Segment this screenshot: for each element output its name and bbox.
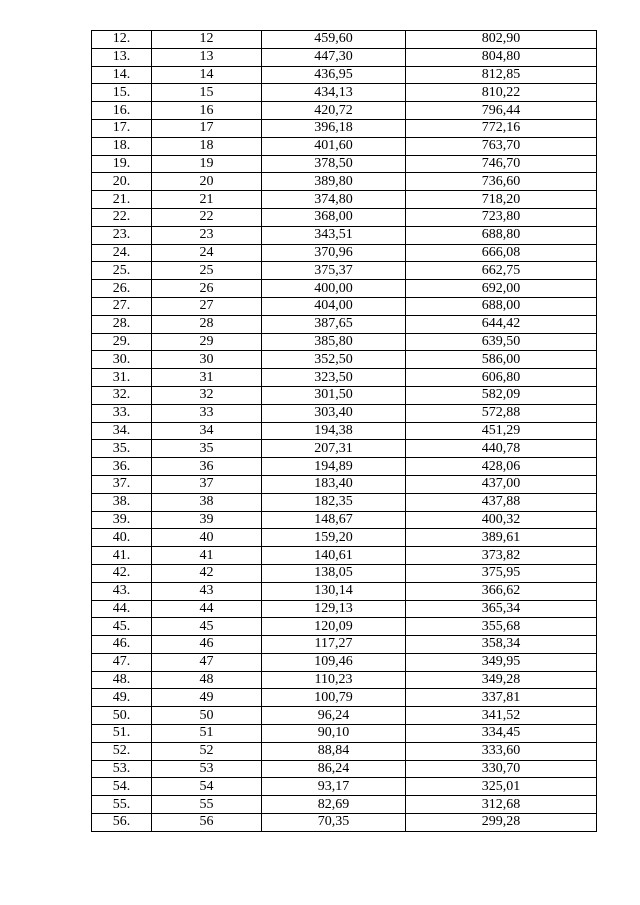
table-row (92, 653, 597, 671)
value-b-cell: 688,80 (406, 226, 597, 244)
index-cell: 43 (152, 582, 262, 600)
value-b-cell: 718,20 (406, 191, 597, 209)
value-b-cell: 572,88 (406, 404, 597, 422)
index-cell: 38 (152, 493, 262, 511)
row-number-cell: 43. (92, 582, 152, 600)
row-number-cell: 26. (92, 280, 152, 298)
value-b-cell: 688,00 (406, 297, 597, 315)
value-a-cell: 183,40 (262, 475, 406, 493)
value-b-cell: 812,85 (406, 66, 597, 84)
index-cell: 22 (152, 208, 262, 226)
value-a-cell: 182,35 (262, 493, 406, 511)
table-row (92, 564, 597, 582)
table-row (92, 191, 597, 209)
index-cell: 21 (152, 191, 262, 209)
value-b-cell: 796,44 (406, 102, 597, 120)
table-row (92, 582, 597, 600)
index-cell: 20 (152, 173, 262, 191)
index-cell: 53 (152, 760, 262, 778)
value-b-cell: 639,50 (406, 333, 597, 351)
table-row (92, 315, 597, 333)
index-cell: 33 (152, 404, 262, 422)
row-number-cell: 17. (92, 119, 152, 137)
row-number-cell: 12. (92, 31, 152, 49)
value-a-cell: 93,17 (262, 778, 406, 796)
index-cell: 19 (152, 155, 262, 173)
index-cell: 41 (152, 547, 262, 565)
value-a-cell: 96,24 (262, 707, 406, 725)
table-row (92, 280, 597, 298)
value-a-cell: 447,30 (262, 48, 406, 66)
value-b-cell: 437,88 (406, 493, 597, 511)
value-a-cell: 375,37 (262, 262, 406, 280)
value-b-cell: 341,52 (406, 707, 597, 725)
row-number-cell: 29. (92, 333, 152, 351)
value-a-cell: 90,10 (262, 725, 406, 743)
value-b-cell: 772,16 (406, 119, 597, 137)
row-number-cell: 13. (92, 48, 152, 66)
table-row (92, 386, 597, 404)
index-cell: 52 (152, 742, 262, 760)
value-b-cell: 763,70 (406, 137, 597, 155)
row-number-cell: 42. (92, 564, 152, 582)
value-a-cell: 420,72 (262, 102, 406, 120)
value-a-cell: 159,20 (262, 529, 406, 547)
value-b-cell: 437,00 (406, 475, 597, 493)
index-cell: 46 (152, 636, 262, 654)
value-a-cell: 301,50 (262, 386, 406, 404)
value-a-cell: 148,67 (262, 511, 406, 529)
row-number-cell: 52. (92, 742, 152, 760)
index-cell: 36 (152, 458, 262, 476)
value-b-cell: 662,75 (406, 262, 597, 280)
index-cell: 55 (152, 796, 262, 814)
index-cell: 45 (152, 618, 262, 636)
row-number-cell: 34. (92, 422, 152, 440)
value-a-cell: 343,51 (262, 226, 406, 244)
value-b-cell: 440,78 (406, 440, 597, 458)
index-cell: 54 (152, 778, 262, 796)
value-a-cell: 303,40 (262, 404, 406, 422)
table-row (92, 529, 597, 547)
table-row (92, 760, 597, 778)
table-row (92, 404, 597, 422)
table-row (92, 707, 597, 725)
value-b-cell: 355,68 (406, 618, 597, 636)
table-row (92, 119, 597, 137)
row-number-cell: 53. (92, 760, 152, 778)
table-row (92, 458, 597, 476)
row-number-cell: 14. (92, 66, 152, 84)
table-row (92, 618, 597, 636)
table-row (92, 475, 597, 493)
index-cell: 18 (152, 137, 262, 155)
table-row (92, 351, 597, 369)
row-number-cell: 19. (92, 155, 152, 173)
table-row (92, 778, 597, 796)
row-number-cell: 20. (92, 173, 152, 191)
index-cell: 15 (152, 84, 262, 102)
value-b-cell: 582,09 (406, 386, 597, 404)
value-a-cell: 378,50 (262, 155, 406, 173)
index-cell: 32 (152, 386, 262, 404)
row-number-cell: 46. (92, 636, 152, 654)
table-row (92, 84, 597, 102)
index-cell: 47 (152, 653, 262, 671)
index-cell: 16 (152, 102, 262, 120)
row-number-cell: 48. (92, 671, 152, 689)
row-number-cell: 38. (92, 493, 152, 511)
index-cell: 29 (152, 333, 262, 351)
value-b-cell: 692,00 (406, 280, 597, 298)
value-a-cell: 110,23 (262, 671, 406, 689)
row-number-cell: 51. (92, 725, 152, 743)
value-a-cell: 117,27 (262, 636, 406, 654)
row-number-cell: 35. (92, 440, 152, 458)
table-row (92, 689, 597, 707)
table-row (92, 137, 597, 155)
value-a-cell: 207,31 (262, 440, 406, 458)
table-row (92, 31, 597, 49)
index-cell: 30 (152, 351, 262, 369)
value-a-cell: 82,69 (262, 796, 406, 814)
index-cell: 31 (152, 369, 262, 387)
row-number-cell: 50. (92, 707, 152, 725)
value-a-cell: 396,18 (262, 119, 406, 137)
value-b-cell: 299,28 (406, 814, 597, 832)
value-b-cell: 723,80 (406, 208, 597, 226)
table-row (92, 814, 597, 832)
table-row (92, 636, 597, 654)
value-a-cell: 129,13 (262, 600, 406, 618)
row-number-cell: 47. (92, 653, 152, 671)
row-number-cell: 16. (92, 102, 152, 120)
value-a-cell: 70,35 (262, 814, 406, 832)
value-a-cell: 140,61 (262, 547, 406, 565)
table-body (92, 31, 597, 832)
value-b-cell: 666,08 (406, 244, 597, 262)
row-number-cell: 45. (92, 618, 152, 636)
row-number-cell: 31. (92, 369, 152, 387)
row-number-cell: 24. (92, 244, 152, 262)
value-b-cell: 349,95 (406, 653, 597, 671)
row-number-cell: 40. (92, 529, 152, 547)
row-number-cell: 28. (92, 315, 152, 333)
table-row (92, 173, 597, 191)
index-cell: 39 (152, 511, 262, 529)
value-a-cell: 374,80 (262, 191, 406, 209)
value-b-cell: 451,29 (406, 422, 597, 440)
table-row (92, 742, 597, 760)
value-b-cell: 802,90 (406, 31, 597, 49)
table-row (92, 102, 597, 120)
row-number-cell: 54. (92, 778, 152, 796)
value-a-cell: 434,13 (262, 84, 406, 102)
index-cell: 25 (152, 262, 262, 280)
table-row (92, 493, 597, 511)
table-row (92, 422, 597, 440)
value-b-cell: 810,22 (406, 84, 597, 102)
table-row (92, 671, 597, 689)
value-b-cell: 746,70 (406, 155, 597, 173)
table-row (92, 262, 597, 280)
row-number-cell: 55. (92, 796, 152, 814)
row-number-cell: 37. (92, 475, 152, 493)
row-number-cell: 36. (92, 458, 152, 476)
value-a-cell: 400,00 (262, 280, 406, 298)
value-b-cell: 366,62 (406, 582, 597, 600)
table-row (92, 208, 597, 226)
row-number-cell: 27. (92, 297, 152, 315)
value-b-cell: 606,80 (406, 369, 597, 387)
value-b-cell: 586,00 (406, 351, 597, 369)
value-b-cell: 428,06 (406, 458, 597, 476)
row-number-cell: 30. (92, 351, 152, 369)
value-b-cell: 389,61 (406, 529, 597, 547)
row-number-cell: 15. (92, 84, 152, 102)
value-a-cell: 370,96 (262, 244, 406, 262)
row-number-cell: 32. (92, 386, 152, 404)
value-b-cell: 330,70 (406, 760, 597, 778)
value-b-cell: 365,34 (406, 600, 597, 618)
index-cell: 51 (152, 725, 262, 743)
index-cell: 42 (152, 564, 262, 582)
index-cell: 40 (152, 529, 262, 547)
value-b-cell: 375,95 (406, 564, 597, 582)
value-a-cell: 368,00 (262, 208, 406, 226)
index-cell: 48 (152, 671, 262, 689)
value-a-cell: 109,46 (262, 653, 406, 671)
table-row (92, 547, 597, 565)
row-number-cell: 25. (92, 262, 152, 280)
value-a-cell: 86,24 (262, 760, 406, 778)
value-b-cell: 312,68 (406, 796, 597, 814)
value-a-cell: 194,38 (262, 422, 406, 440)
value-a-cell: 436,95 (262, 66, 406, 84)
index-cell: 24 (152, 244, 262, 262)
row-number-cell: 41. (92, 547, 152, 565)
index-cell: 14 (152, 66, 262, 84)
value-b-cell: 334,45 (406, 725, 597, 743)
value-b-cell: 349,28 (406, 671, 597, 689)
index-cell: 23 (152, 226, 262, 244)
value-a-cell: 88,84 (262, 742, 406, 760)
table-row (92, 155, 597, 173)
index-cell: 49 (152, 689, 262, 707)
index-cell: 28 (152, 315, 262, 333)
value-b-cell: 337,81 (406, 689, 597, 707)
value-a-cell: 459,60 (262, 31, 406, 49)
value-a-cell: 100,79 (262, 689, 406, 707)
value-a-cell: 352,50 (262, 351, 406, 369)
data-table (91, 30, 597, 832)
value-b-cell: 644,42 (406, 315, 597, 333)
table-row (92, 796, 597, 814)
value-a-cell: 404,00 (262, 297, 406, 315)
table-row (92, 333, 597, 351)
value-b-cell: 400,32 (406, 511, 597, 529)
row-number-cell: 56. (92, 814, 152, 832)
value-a-cell: 120,09 (262, 618, 406, 636)
index-cell: 12 (152, 31, 262, 49)
row-number-cell: 18. (92, 137, 152, 155)
row-number-cell: 39. (92, 511, 152, 529)
row-number-cell: 21. (92, 191, 152, 209)
value-b-cell: 373,82 (406, 547, 597, 565)
row-number-cell: 44. (92, 600, 152, 618)
index-cell: 26 (152, 280, 262, 298)
value-b-cell: 736,60 (406, 173, 597, 191)
table-row (92, 440, 597, 458)
index-cell: 13 (152, 48, 262, 66)
value-a-cell: 387,65 (262, 315, 406, 333)
row-number-cell: 22. (92, 208, 152, 226)
table-row (92, 226, 597, 244)
value-a-cell: 323,50 (262, 369, 406, 387)
value-b-cell: 358,34 (406, 636, 597, 654)
index-cell: 17 (152, 119, 262, 137)
index-cell: 35 (152, 440, 262, 458)
index-cell: 50 (152, 707, 262, 725)
table-row (92, 244, 597, 262)
table-row (92, 511, 597, 529)
value-a-cell: 130,14 (262, 582, 406, 600)
row-number-cell: 33. (92, 404, 152, 422)
row-number-cell: 49. (92, 689, 152, 707)
value-b-cell: 333,60 (406, 742, 597, 760)
value-a-cell: 401,60 (262, 137, 406, 155)
table-row (92, 66, 597, 84)
index-cell: 37 (152, 475, 262, 493)
value-a-cell: 385,80 (262, 333, 406, 351)
index-cell: 56 (152, 814, 262, 832)
index-cell: 34 (152, 422, 262, 440)
table-row (92, 600, 597, 618)
index-cell: 27 (152, 297, 262, 315)
value-a-cell: 389,80 (262, 173, 406, 191)
index-cell: 44 (152, 600, 262, 618)
table-row (92, 725, 597, 743)
value-b-cell: 325,01 (406, 778, 597, 796)
value-a-cell: 138,05 (262, 564, 406, 582)
table-row (92, 48, 597, 66)
value-a-cell: 194,89 (262, 458, 406, 476)
table-row (92, 369, 597, 387)
row-number-cell: 23. (92, 226, 152, 244)
table-row (92, 297, 597, 315)
value-b-cell: 804,80 (406, 48, 597, 66)
